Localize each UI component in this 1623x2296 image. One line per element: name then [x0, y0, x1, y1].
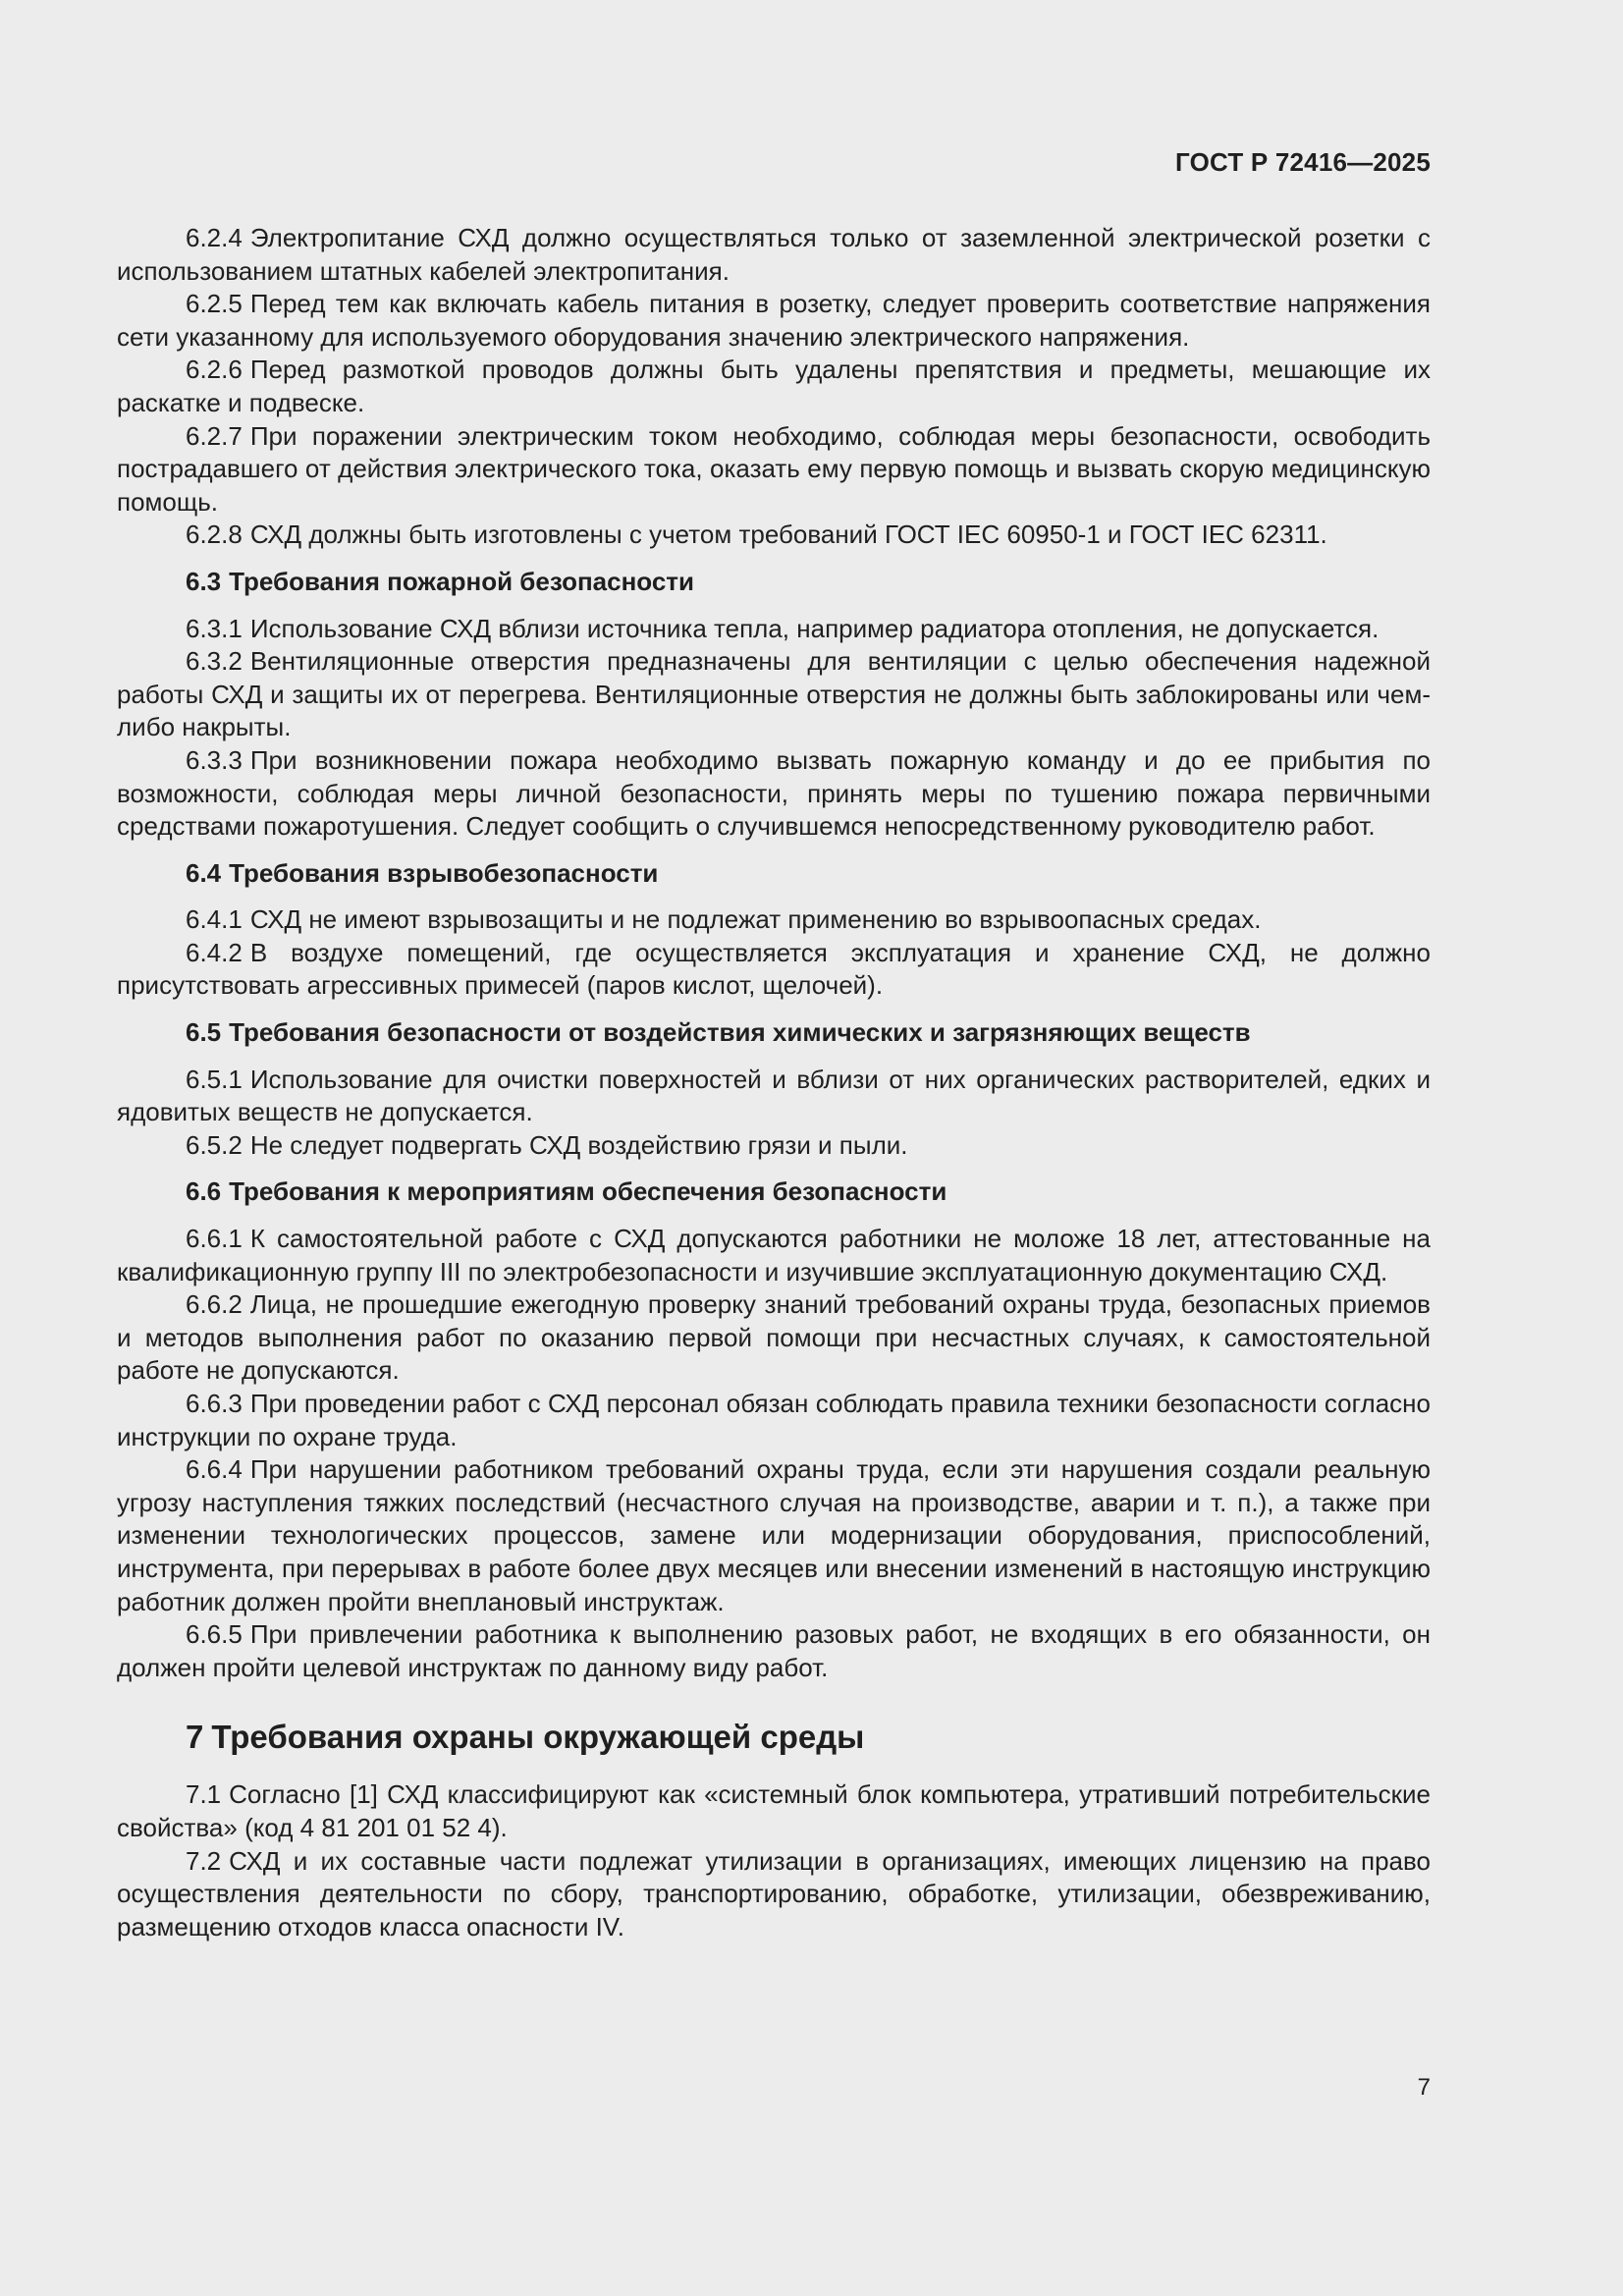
clause-number: 6.3.3: [186, 744, 243, 775]
paragraph: [117, 1064, 1431, 1129]
paragraph: [117, 937, 1431, 1003]
clause-text: При привлечении работника к выполнению разовых работ, не входящих в его обязанности, он должен пройти целевой инструктаж по данному виду работ.: [117, 1619, 1431, 1682]
clause-number: 6.3.2: [186, 646, 243, 677]
paragraph: [117, 288, 1431, 354]
paragraph: [117, 222, 1431, 288]
subsection-heading: [117, 566, 1431, 599]
clause-text: СХД и их составные части подлежат утилизации в организациях, имеющих лицензию на право осуществления деятельности по сбору, транспортированию, обработке, утилизации, обезвреживанию, размещению отходов класса опасности IV.: [117, 1845, 1431, 1941]
clause-number: 6.2.5: [186, 289, 243, 319]
paragraph: [117, 1223, 1431, 1288]
clause-text: Перед размоткой проводов должны быть удалены препятствия и предметы, мешающие их раскатке и подвеске.: [117, 355, 1431, 417]
clause-text: Использование для очистки поверхностей и вблизи от них органических растворителей, едких и ядовитых веществ не допускается.: [117, 1064, 1431, 1127]
clause-number: 7: [186, 1719, 204, 1756]
paragraph: [117, 903, 1431, 937]
clause-text: СХД должны быть изготовлены с учетом требований ГОСТ IEC 60950-1 и ГОСТ IEC 62311.: [249, 519, 1327, 550]
section-heading: [117, 1718, 1431, 1757]
subsection-heading: [117, 1175, 1431, 1209]
clause-number: 6.4.2: [186, 937, 243, 967]
paragraph: [117, 645, 1431, 744]
clause-text: Использование СХД вблизи источника тепла, например радиатора отопления, не допускается.: [249, 613, 1380, 643]
clause-number: 6.6.2: [186, 1289, 243, 1320]
clause-text: Требования взрывобезопасности: [229, 857, 659, 888]
clause-text: При возникновении пожара необходимо вызвать пожарную команду и до ее прибытия по возможности, соблюдая меры личной безопасности, принять меры по тушению пожара первичными средствами пожаротушения. Следует сообщить о случившемся непосредственному руководителю работ.: [117, 744, 1431, 842]
clause-number: 6.2.6: [186, 355, 243, 385]
paragraph: [117, 1288, 1431, 1388]
clause-text: При поражении электрическим током необходимо, соблюдая меры безопасности, освободить пострадавшего от действия электрического тока, оказать ему первую помощь и вызвать скорую медицинскую помощь.: [117, 420, 1431, 517]
paragraph: [117, 1618, 1431, 1684]
clause-number: 7.2: [186, 1845, 222, 1876]
clause-number: 6.2.4: [186, 223, 243, 252]
clause-number: 6.2.7: [186, 420, 243, 451]
paragraph: [117, 420, 1431, 519]
page-number: 7: [1417, 2074, 1431, 2101]
paragraph: [117, 354, 1431, 419]
paragraph: [117, 1129, 1431, 1163]
clause-text: Не следует подвергать СХД воздействию грязи и пыли.: [249, 1129, 908, 1160]
clause-text: СХД не имеют взрывозащиты и не подлежат применению во взрывоопасных средах.: [249, 904, 1262, 935]
clause-text: Требования охраны окружающей среды: [211, 1719, 865, 1756]
clause-text: Требования к мероприятиям обеспечения безопасности: [229, 1176, 947, 1207]
paragraph: [117, 744, 1431, 844]
clause-number: 6.6.1: [186, 1224, 243, 1254]
clause-number: 6.3.1: [186, 613, 243, 643]
clause-text: К самостоятельной работе с СХД допускаются работники не моложе 18 лет, аттестованные на квалификационную группу III по электробезопасности и изучившие эксплуатационную документацию СХД.: [117, 1224, 1431, 1286]
paragraph: [117, 1845, 1431, 1944]
clause-number: 6.2.8: [186, 519, 243, 550]
clause-number: 6.4.1: [186, 904, 243, 935]
clause-number: 6.4: [186, 857, 222, 888]
clause-number: 6.6: [186, 1176, 222, 1207]
paragraph: [117, 519, 1431, 552]
subsection-heading: [117, 1016, 1431, 1050]
clause-number: 6.6.3: [186, 1389, 243, 1418]
clause-text: Лица, не прошедшие ежегодную проверку знаний требований охраны труда, безопасных приемов и методов выполнения работ по оказанию первой помощи при несчастных случаях, к самостоятельной работе не допускаются.: [117, 1289, 1431, 1386]
paragraph: [117, 1778, 1431, 1844]
clause-number: 7.1: [186, 1779, 222, 1810]
clause-number: 6.5.1: [186, 1064, 243, 1094]
clause-text: При проведении работ с СХД персонал обязан соблюдать правила техники безопасности согласно инструкции по охране труда.: [117, 1389, 1431, 1451]
clause-text: Согласно [1] СХД классифицируют как «системный блок компьютера, утративший потребительские свойства» (код 4 81 201 01 52 4).: [117, 1779, 1431, 1842]
clause-text: Перед тем как включать кабель питания в розетку, следует проверить соответствие напряжения сети указанному для используемого оборудования значению электрического напряжения.: [117, 289, 1431, 352]
clause-text: В воздухе помещений, где осуществляется эксплуатация и хранение СХД, не должно присутствовать агрессивных примесей (паров кислот, щелочей).: [117, 937, 1431, 1001]
subsection-heading: [117, 857, 1431, 891]
clause-number: 6.6.5: [186, 1619, 243, 1650]
clause-text: Требования безопасности от воздействия химических и загрязняющих веществ: [229, 1017, 1251, 1048]
paragraph: [117, 613, 1431, 646]
clause-text: Электропитание СХД должно осуществляться только от заземленной электрической розетки с использованием штатных кабелей электропитания.: [117, 223, 1431, 286]
clause-number: 6.5: [186, 1017, 222, 1048]
clause-number: 6.6.4: [186, 1454, 243, 1485]
clause-number: 6.3: [186, 566, 222, 596]
document-header: ГОСТ Р 72416—2025: [1175, 147, 1431, 177]
clause-text: При нарушении работником требований охраны труда, если эти нарушения создали реальную угрозу наступления тяжких последствий (несчастного случая на производстве, аварии и т. п.), а также при изменении технологических процессов, замене или модернизации оборудования, приспособлений, инструмента, при перерывах в работе более двух месяцев или внесении изменений в настоящую инструкцию работник должен пройти внеплановый инструктаж.: [117, 1454, 1431, 1616]
document-body: [117, 222, 1431, 1943]
clause-text: Вентиляционные отверстия предназначены для вентиляции с целью обеспечения надежной работы СХД и защиты их от перегрева. Вентиляционные отверстия не должны быть заблокированы или чем-либо накрыты.: [117, 646, 1431, 742]
paragraph: [117, 1388, 1431, 1453]
clause-number: 6.5.2: [186, 1129, 243, 1160]
clause-text: Требования пожарной безопасности: [229, 566, 695, 596]
paragraph: [117, 1453, 1431, 1618]
